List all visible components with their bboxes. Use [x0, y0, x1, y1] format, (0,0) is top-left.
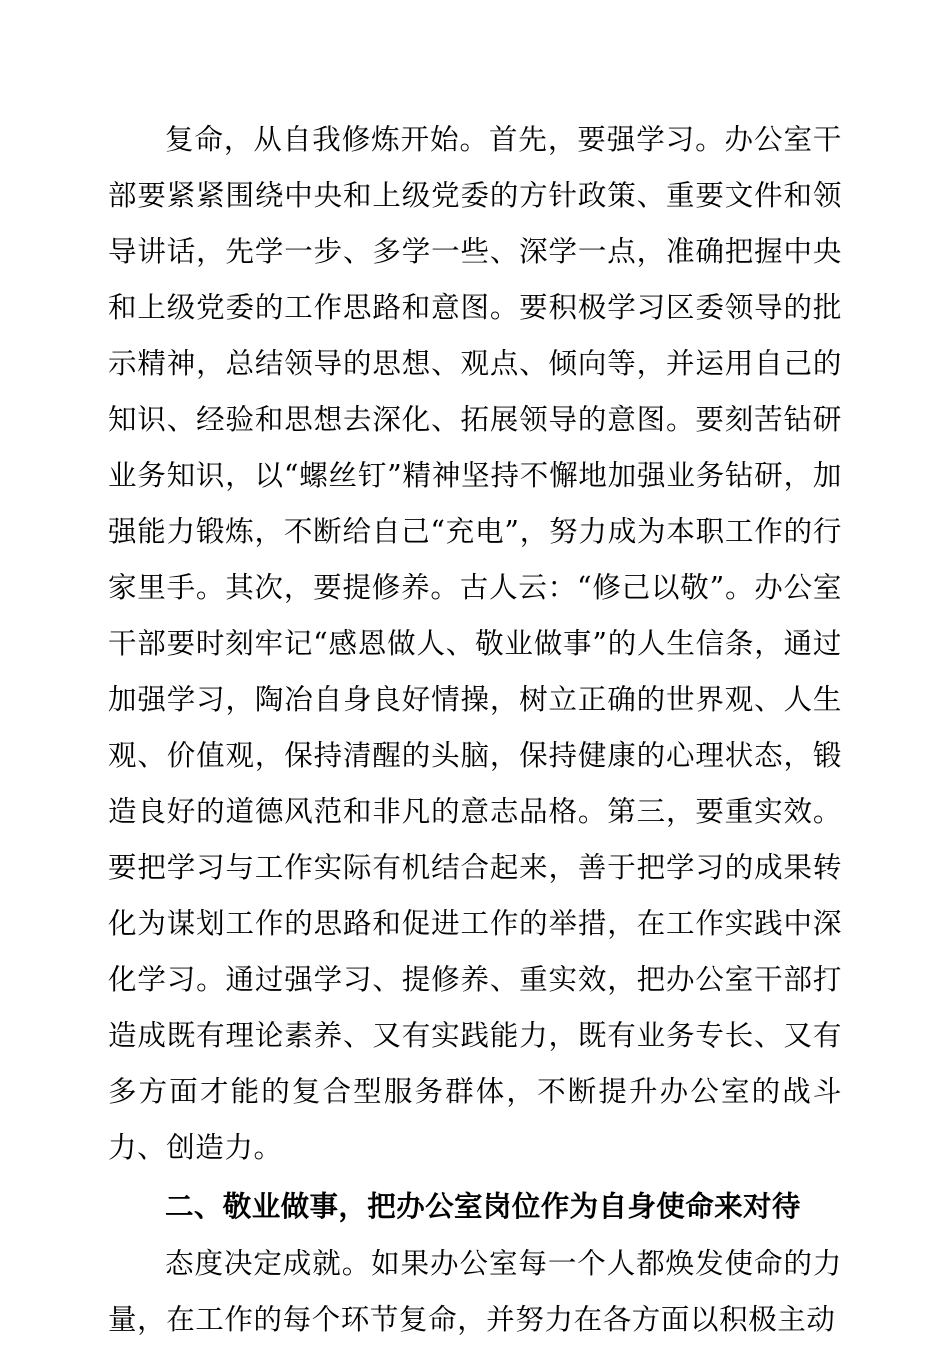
heading-section-two: 二、敬业做事，把办公室岗位作为自身使命来对待 [165, 1189, 801, 1223]
document-body [108, 112, 842, 1348]
paragraph-attitude: 态度决定成就。如果办公室每一个人都焕发使命的力量，在工作的每个环节复命，并努力在各方面以积极主动 [108, 1247, 842, 1336]
paragraph-self-cultivation: 复命，从自我修炼开始。首先，要强学习。办公室干部要紧紧围绕中央和上级党委的方针政策、重要文件和领导讲话，先学一步、多学一些、深学一点，准确把握中央和上级党委的工作思路和意图。要积极学习区委领导的批示精神，总结领导的思想、观点、倾向等，并运用自己的知识、经验和思想去深化、拓展领导的意图。要刻苦钻研业务知识，以“螺丝钉”精神坚持不懈地加强业务钻研，加强能力锻炼，不断给自己“充电”，努力成为本职工作的行家里手。其次，要提修养。古人云：“修己以敬”。办公室干部要时刻牢记“感恩做人、敬业做事”的人生信条，通过加强学习，陶冶自身良好情操，树立正确的世界观、人生观、价值观，保持清醒的头脑，保持健康的心理状态，锻造良好的道德风范和非凡的意志品格。第三，要重实效。要把学习与工作实际有机结合起来，善于把学习的成果转化为谋划工作的思路和促进工作的举措，在工作实践中深化学习。通过强学习、提修养、重实效，把办公室干部打造成既有理论素养、又有实践能力，既有业务专长、又有多方面才能的复合型服务群体，不断提升办公室的战斗力、创造力。 [108, 123, 842, 1164]
